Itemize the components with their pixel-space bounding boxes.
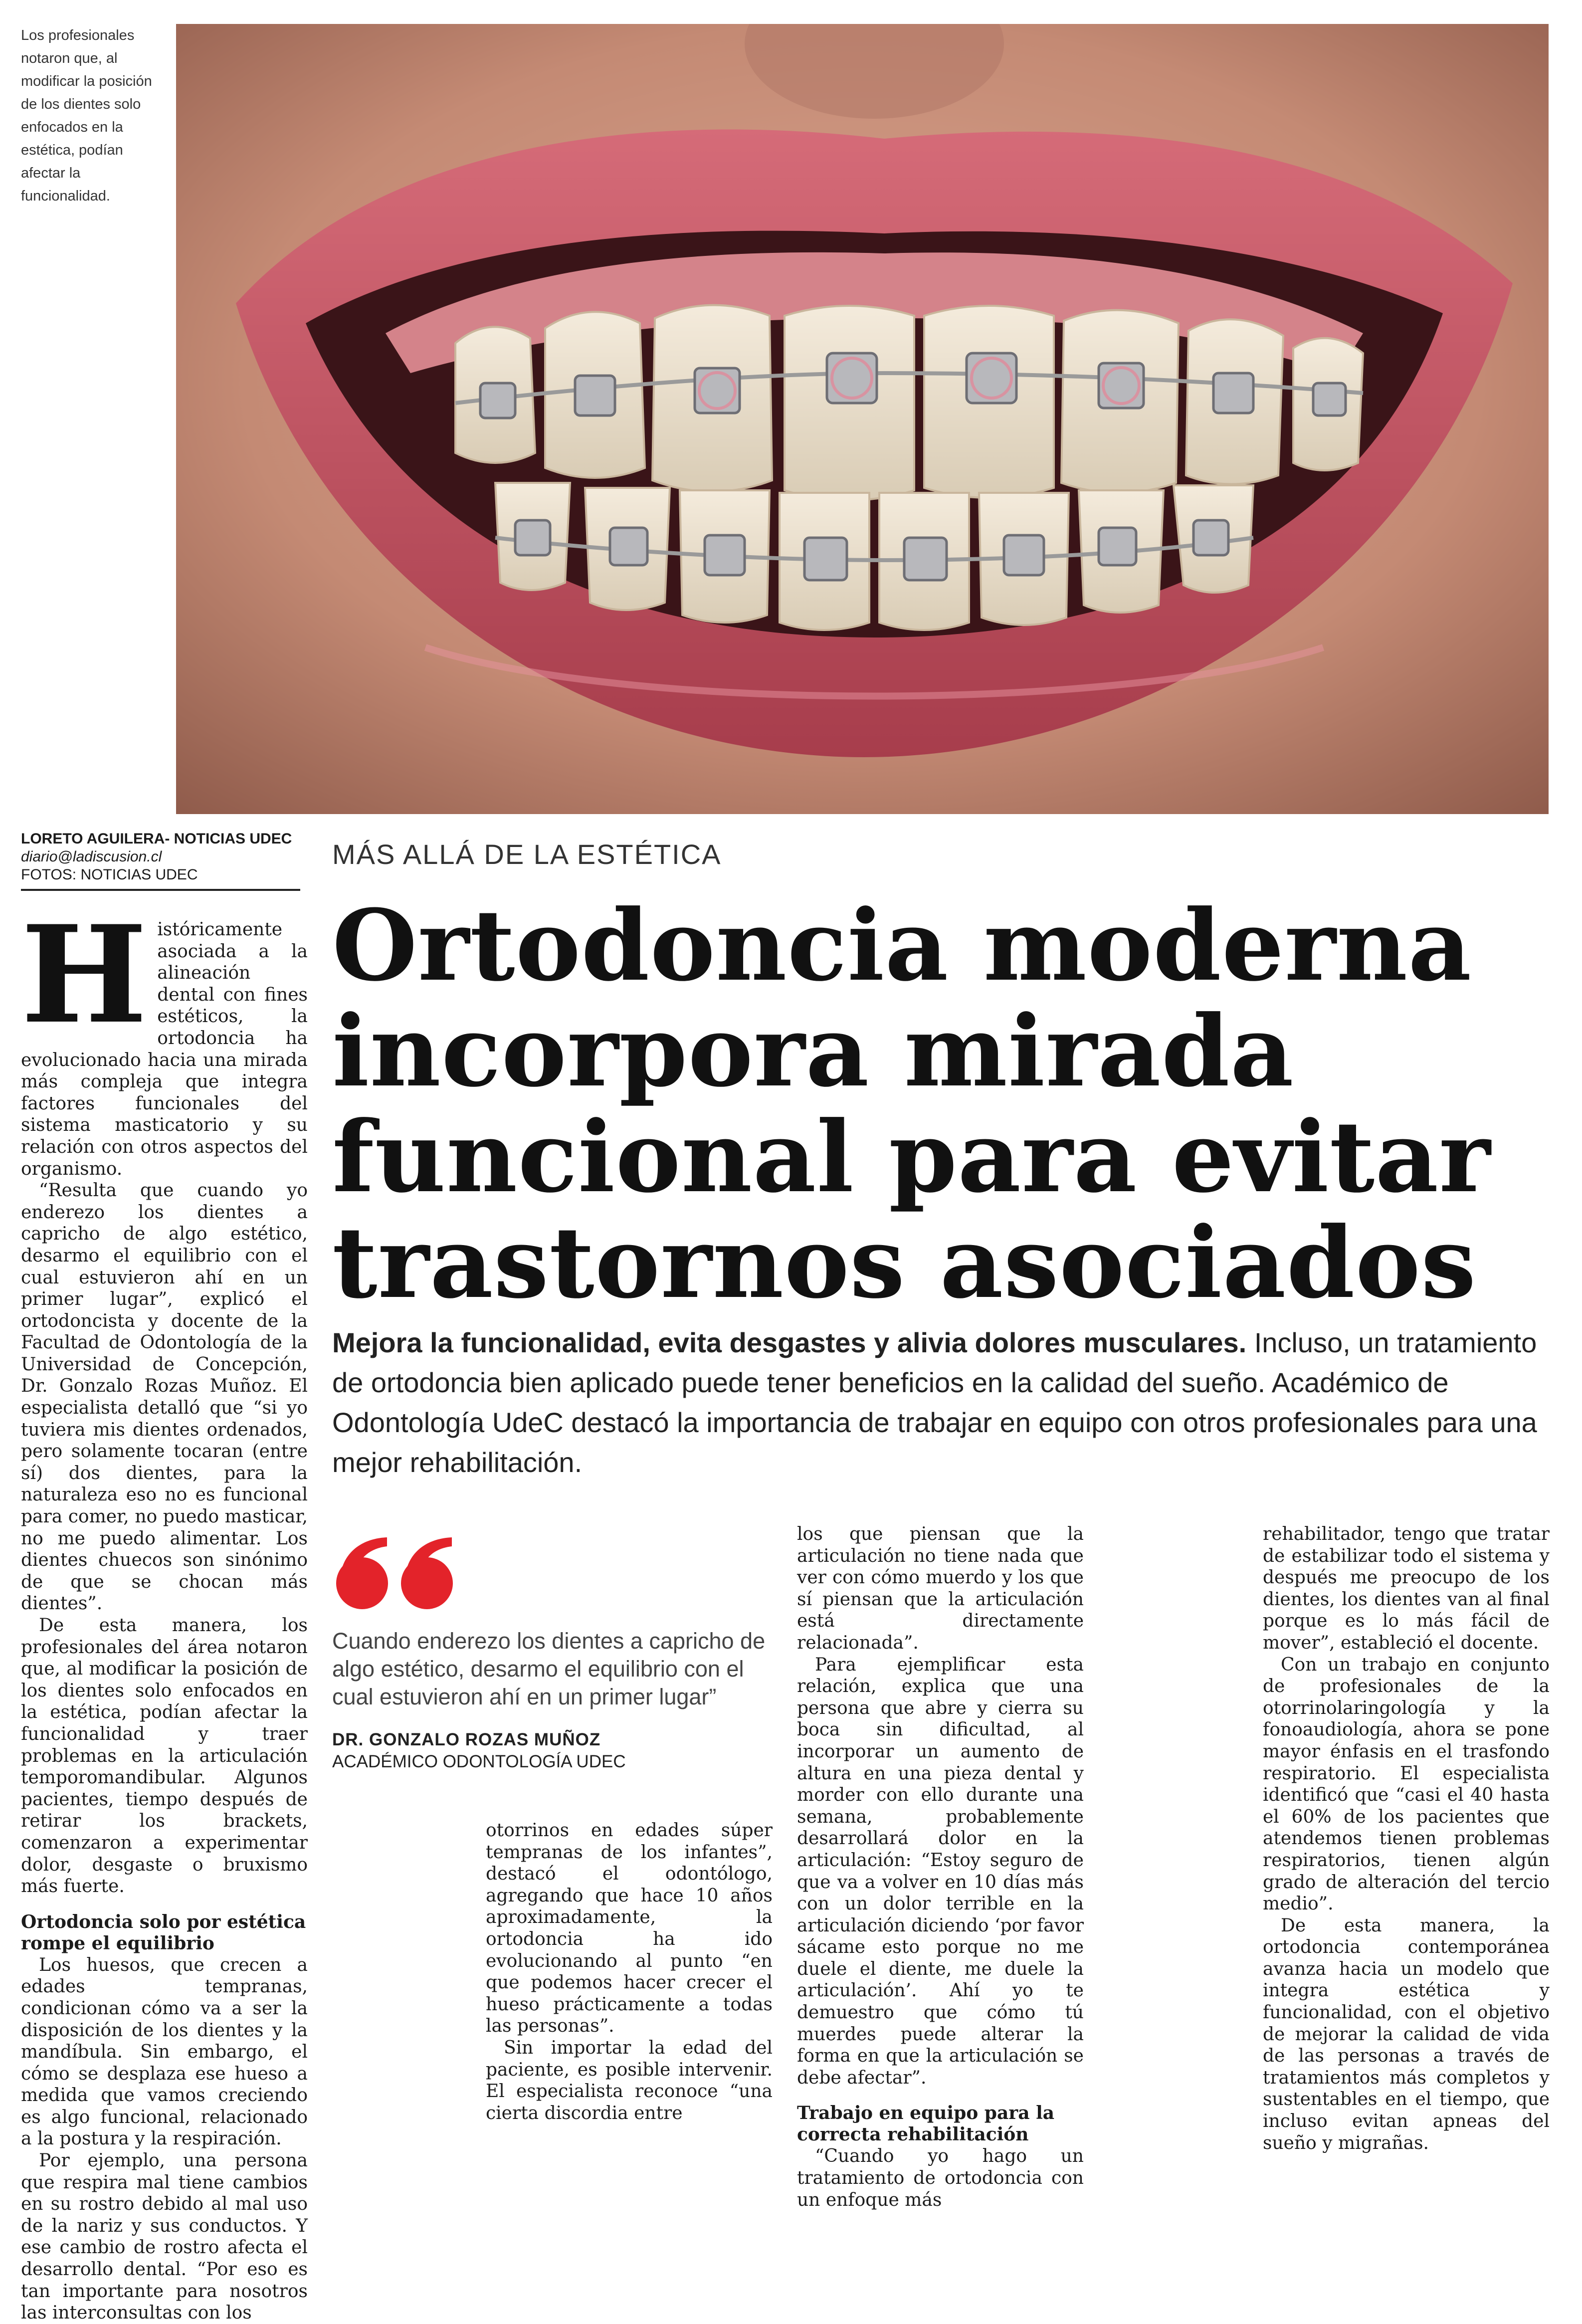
- photo-caption: Los profesionales notaron que, al modificar la posición de los dientes solo enfocados en la estética, podían afectar la funcionalidad.: [21, 27, 152, 204]
- byline-photos: FOTOS: NOTICIAS UDEC: [21, 866, 198, 883]
- body-paragraph: los que piensan que la articulación no tiene nada que ver con cómo muerdo y los que sí piensan que la articulación está directamente relacionada”.: [797, 1524, 1084, 1653]
- body-column-4: [797, 1523, 1084, 2211]
- subheading: Ortodoncia solo por estética rompe el equilibrio: [21, 1911, 306, 1954]
- article-photo: [176, 24, 1549, 814]
- braces-smile-illustration: [176, 24, 1549, 814]
- body-column-1: [21, 896, 308, 2324]
- body-paragraph: De esta manera, la ortodoncia contemporánea avanza hacia un modelo que integra estética y funcionalidad, con el objetivo de mejorar la calidad de vida de las personas a través de tratamientos más completos y sustentables en el tiempo, que incluso evitan apneas del sueño y migrañas.: [1263, 1915, 1550, 2153]
- pull-quote-name: DR. GONZALO ROZAS MUÑOZ: [332, 1730, 601, 1749]
- byline-author: LORETO AGUILERA- NOTICIAS UDEC: [21, 831, 292, 847]
- subheading: Trabajo en equipo para la correcta rehabilitación: [797, 2103, 1055, 2145]
- pull-quote-attribution: [332, 1729, 771, 1773]
- quote-marks-icon: [331, 1535, 466, 1610]
- body-column-5: [1263, 1523, 1550, 2154]
- body-paragraph: “Cuando yo hago un tratamiento de ortodoncia con un enfoque más: [797, 2146, 1084, 2210]
- body-paragraph: Para ejemplificar esta relación, explica que una persona que abre y cierra su boca sin dificultad, al incorporar un aumento de altura en una pieza dental y morder con ello durante una semana, probablemente desarrollará dolor en la articulación: “Estoy seguro de que va a volver en 10 días más con un dolor terrible en la articulación diciendo ‘por favor sácame esto porque no me duele el diente, me duele la articulación’. Ahí yo te demuestro que cómo tú muerdes puede alterar la forma en que la articulación se debe afectar”.: [797, 1654, 1084, 2088]
- byline-rule: [21, 889, 300, 891]
- body-paragraph: “Resulta que cuando yo enderezo los dientes a capricho de algo estético, desarmo el equilibrio con el cual estuvieron ahí en un primer lugar”, explicó el ortodoncista y docente de la Facultad de Odontología de la Universidad de Concepción, Dr. Gonzalo Rozas Muñoz. El especialista detalló que “si yo tuviera mis dientes ordenados, pero solamente tocaran (entre sí) dos dientes, para la naturaleza eso no es funcional para comer, no puedo masticar, no me puedo alimentar. Los dientes chuecos son sinónimo de que se chocan más dientes”.: [21, 1180, 308, 1614]
- lead-bold: Mejora la funcionalidad, evita desgastes y alivia dolores musculares.: [332, 1327, 1247, 1358]
- pull-quote-role: ACADÉMICO ODONTOLOGÍA UDEC: [332, 1752, 626, 1771]
- body-paragraph: istóricamente asociada a la alineación dental con fines estéticos, la ortodoncia ha evolucionado hacia una mirada más compleja que integra factores funcionales del sistema masticatorio y su relación con otros aspectos del organismo.: [21, 919, 308, 1179]
- body-paragraph: rehabilitador, tengo que tratar de estabilizar todo el sistema y después me preocupo de los dientes, los dientes van al final porque es lo más fácil de mover”, estableció el docente.: [1263, 1524, 1550, 1653]
- body-paragraph: De esta manera, los profesionales del área notaron que, al modificar la posición de los dientes solo enfocados en la estética, podían afectar la funcionalidad y traer problemas en la articulación temporomandibular. Algunos pacientes, tiempo después de retirar los brackets, comenzaron a experimentar dolor, desgaste o bruxismo más fuerte.: [21, 1615, 308, 1897]
- body-paragraph: Los huesos, que crecen a edades tempranas, condicionan cómo va a ser la disposición de los dientes y la mandíbula. Sin embargo, el cómo se desplaza ese hueso a medida que vamos creciendo es algo funcional, relacionado a la postura y la respiración.: [21, 1954, 308, 2149]
- pull-quote-text: Cuando enderezo los dientes a capricho de algo estético, desarmo el equilibrio con el cual estuvieron ahí en un primer lugar”: [332, 1628, 766, 1709]
- body-paragraph: Por ejemplo, una persona que respira mal tiene cambios en su rostro debido al mal uso de la nariz y sus conductos. Y ese cambio de rostro afecta el desarrollo dental. “Por eso es tan importante para nosotros las interconsultas con los: [21, 2150, 308, 2324]
- body-paragraph: Sin importar la edad del paciente, es posible intervenir. El especialista reconoce “una cierta discordia entre: [486, 2037, 773, 2123]
- lead-paragraph: [332, 1323, 1554, 1482]
- body-paragraph: otorrinos en edades súper tempranas de los infantes”, destacó el odontólogo, agregando que hace 10 años aproximadamente, la ortodoncia ha ido evolucionando al punto “en que podemos hacer crecer el hueso prácticamente a todas las personas”.: [486, 1820, 773, 2037]
- lead-rest: Incluso, un tratamiento de ortodoncia bien aplicado puede tener beneficios en la calidad del sueño. Académico de Odontología UdeC destacó la importancia de trabajar en equipo con otros profesionales para una mejor rehabilitación.: [332, 1327, 1537, 1478]
- kicker: MÁS ALLÁ DE LA ESTÉTICA: [332, 839, 722, 870]
- byline-email: diario@ladiscusion.cl: [21, 848, 162, 865]
- byline: [21, 830, 301, 891]
- dropcap: H: [21, 896, 148, 1054]
- body-column-3: [486, 1820, 773, 2124]
- headline: Ortodoncia moderna incorpora mirada funcional para evitar trastornos asociados: [332, 888, 1491, 1320]
- body-paragraph: Con un trabajo en conjunto de profesionales de la otorrinolaringología y la fonoaudiología, ahora se pone mayor énfasis en el trasfondo respiratorio. El especialista identificó que “casi el 40 hasta el 60% de los pacientes que atendemos tienen problemas respiratorios, tienen algún grado de alteración del tercio medio”.: [1263, 1654, 1550, 1914]
